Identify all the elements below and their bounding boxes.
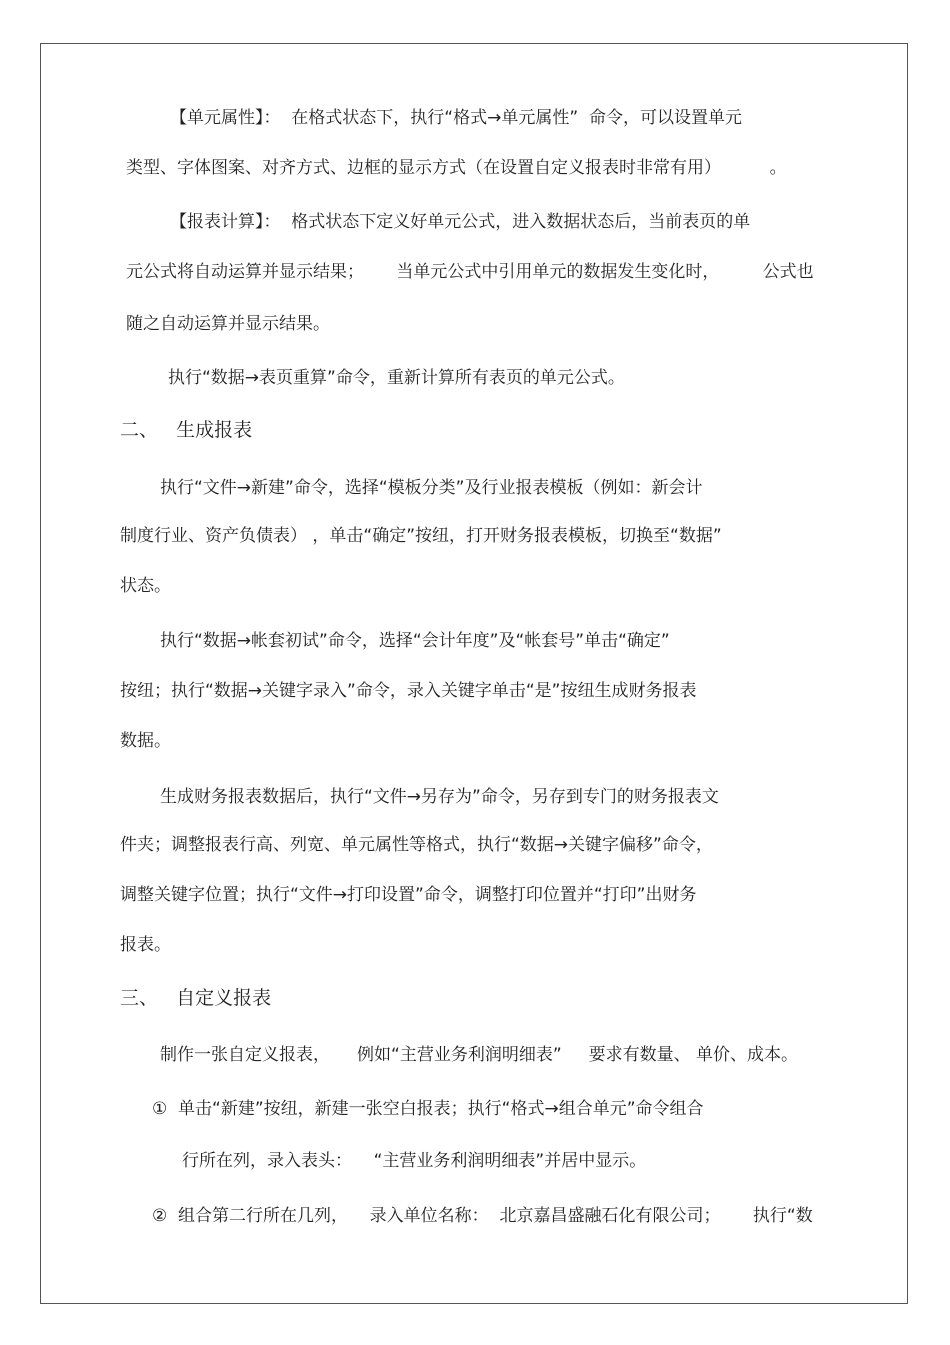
paragraph-line: 状态。 <box>120 576 171 596</box>
paragraph-line: 调整关键字位置；执行“文件→打印设置”命令，调整打印位置并“打印”出财务 <box>120 885 697 905</box>
list-item-line: ① 单击“新建”按纽，新建一张空白报表；执行“格式→组合单元”命令组合 <box>152 1099 704 1119</box>
paragraph-line: 【报表计算】： 格式状态下定义好单元公式，进入数据状态后，当前表页的单 <box>170 212 751 232</box>
paragraph-line: 执行“文件→新建”命令，选择“模板分类”及行业报表模板（例如：新会计 <box>160 478 703 498</box>
list-item-line: 行所在列，录入表头： “主营业务利润明细表”并居中显示。 <box>182 1151 647 1171</box>
section-heading: 三、 自定义报表 <box>120 987 272 1009</box>
paragraph-line: 数据。 <box>120 731 171 751</box>
paragraph-line: 生成财务报表数据后，执行“文件→另存为”命令，另存到专门的财务报表文 <box>160 787 719 807</box>
paragraph-line: 元公式将自动运算并显示结果； 当单元公式中引用单元的数据发生变化时， 公式也 <box>126 262 814 282</box>
list-item-line: ② 组合第二行所在几列， 录入单位名称： 北京嘉昌盛融石化有限公司； 执行“数 <box>152 1206 813 1226</box>
paragraph-line: 按纽；执行“数据→关键字录入”命令，录入关键字单击“是”按纽生成财务报表 <box>120 681 697 701</box>
paragraph-line: 随之自动运算并显示结果。 <box>126 314 330 334</box>
paragraph-line: 【单元属性】： 在格式状态下，执行“格式→单元属性” 命令，可以设置单元 <box>170 108 742 128</box>
section-heading: 二、 生成报表 <box>120 419 253 441</box>
paragraph-line: 制度行业、资产负债表） ，单击“确定”按纽，打开财务报表模板，切换至“数据” <box>120 526 722 546</box>
paragraph-line: 执行“数据→表页重算”命令，重新计算所有表页的单元公式。 <box>168 368 625 388</box>
paragraph-line: 件夹；调整报表行高、列宽、单元属性等格式，执行“数据→关键字偏移”命令， <box>120 835 713 855</box>
paragraph-line: 执行“数据→帐套初试”命令，选择“会计年度”及“帐套号”单击“确定” <box>160 631 670 651</box>
paragraph-line: 类型、字体图案、对齐方式、边框的显示方式（在设置自定义报表时非常有用） 。 <box>126 158 787 178</box>
paragraph-line: 制作一张自定义报表， 例如“主营业务利润明细表” 要求有数量、 单价、成本。 <box>160 1045 799 1065</box>
paragraph-line: 报表。 <box>120 935 171 955</box>
